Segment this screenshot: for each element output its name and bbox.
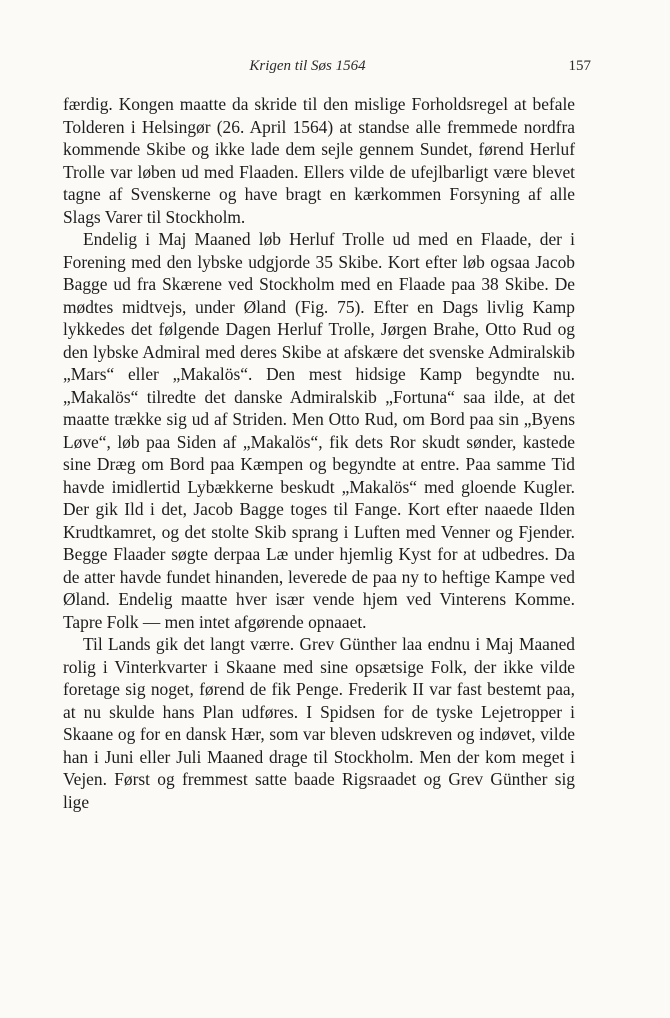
paragraph-land-war: Til Lands gik det langt værre. Grev Günther laa endnu i Maj Maaned rolig i Vinterkvarter i Skaane med sine opsætsige Folk, der ikke vilde foretage sig noget, førend de fik Penge. Frederik II var fast bestemt paa, at nu skulde hans Plan udføres. I Spidsen for de tyske Lejetropper i Skaane og for en dansk Hær, som var bleven udskreven og indøvet, vilde han i Juni eller Juli Maaned drage til Stockholm. Men der kom meget i Vejen. Først og fremmest satte baade Rigsraadet og Grev Günther sig lige xyxy=(63,634,575,812)
page-number: 157 xyxy=(568,58,591,74)
paragraph-naval-battle: Endelig i Maj Maaned løb Herluf Trolle ud med en Flaade, der i Forening med den lybske udgjorde 35 Skibe. Kort efter løb ogsaa Jacob Bagge ud fra Skærene ved Stockholm med en Flaade paa 38 Skibe. De mødtes midtvejs, under Øland (Fig. 75). Efter en Dags livlig Kamp lykkedes det følgende Dagen Herluf Trolle, Jørgen Brahe, Otto Rud og den lybske Admiral med deres Skibe at afskære det svenske Admiralskib „Mars“ eller „Makalös“. Den mest hidsige Kamp begyndte nu. „Makalös“ tilredte det danske Admiralskib „Fortuna“ saa ilde, at det maatte trække sig ud af Striden. Men Otto Rud, om Bord paa sin „Byens Løve“, løb paa Siden af „Makalös“, fik dets Ror skudt sønder, kastede sine Dræg om Bord paa Kæmpen og begyndte at entre. Paa samme Tid havde imidlertid Lybækkerne beskudt „Makalös“ med gloende Kugler. Der gik Ild i det, Jacob Bagge toges til Fange. Kort efter naaede Ilden Krudtkamret, og det stolte Skib sprang i Luften med Venner og Fjender. Begge Flaader søgte derpaa Læ under hjemlig Kyst for at udbedres. Da de atter havde fundet hinanden, leverede de paa ny to heftige Kampe ved Øland. Endelig maatte hver især vende hjem ved Vinterens Komme. Tapre Folk — men intet afgørende opnaaet. xyxy=(63,229,575,632)
page-header xyxy=(64,58,591,80)
body-text xyxy=(63,93,575,813)
paragraph-continued: færdig. Kongen maatte da skride til den mislige Forholdsregel at befale Tolderen i Helsingør (26. April 1564) at standse alle fremmede nordfra kommende Skibe og ikke lade dem sejle gennem Sundet, førend Herluf Trolle var løben ud med Flaaden. Ellers vilde de ufejlbarligt være blevet tagne af Svenskerne og have bragt en kærkommen Forsyning af alle Slags Varer til Stockholm. xyxy=(63,94,575,227)
running-title: Krigen til Søs 1564 xyxy=(249,58,366,74)
